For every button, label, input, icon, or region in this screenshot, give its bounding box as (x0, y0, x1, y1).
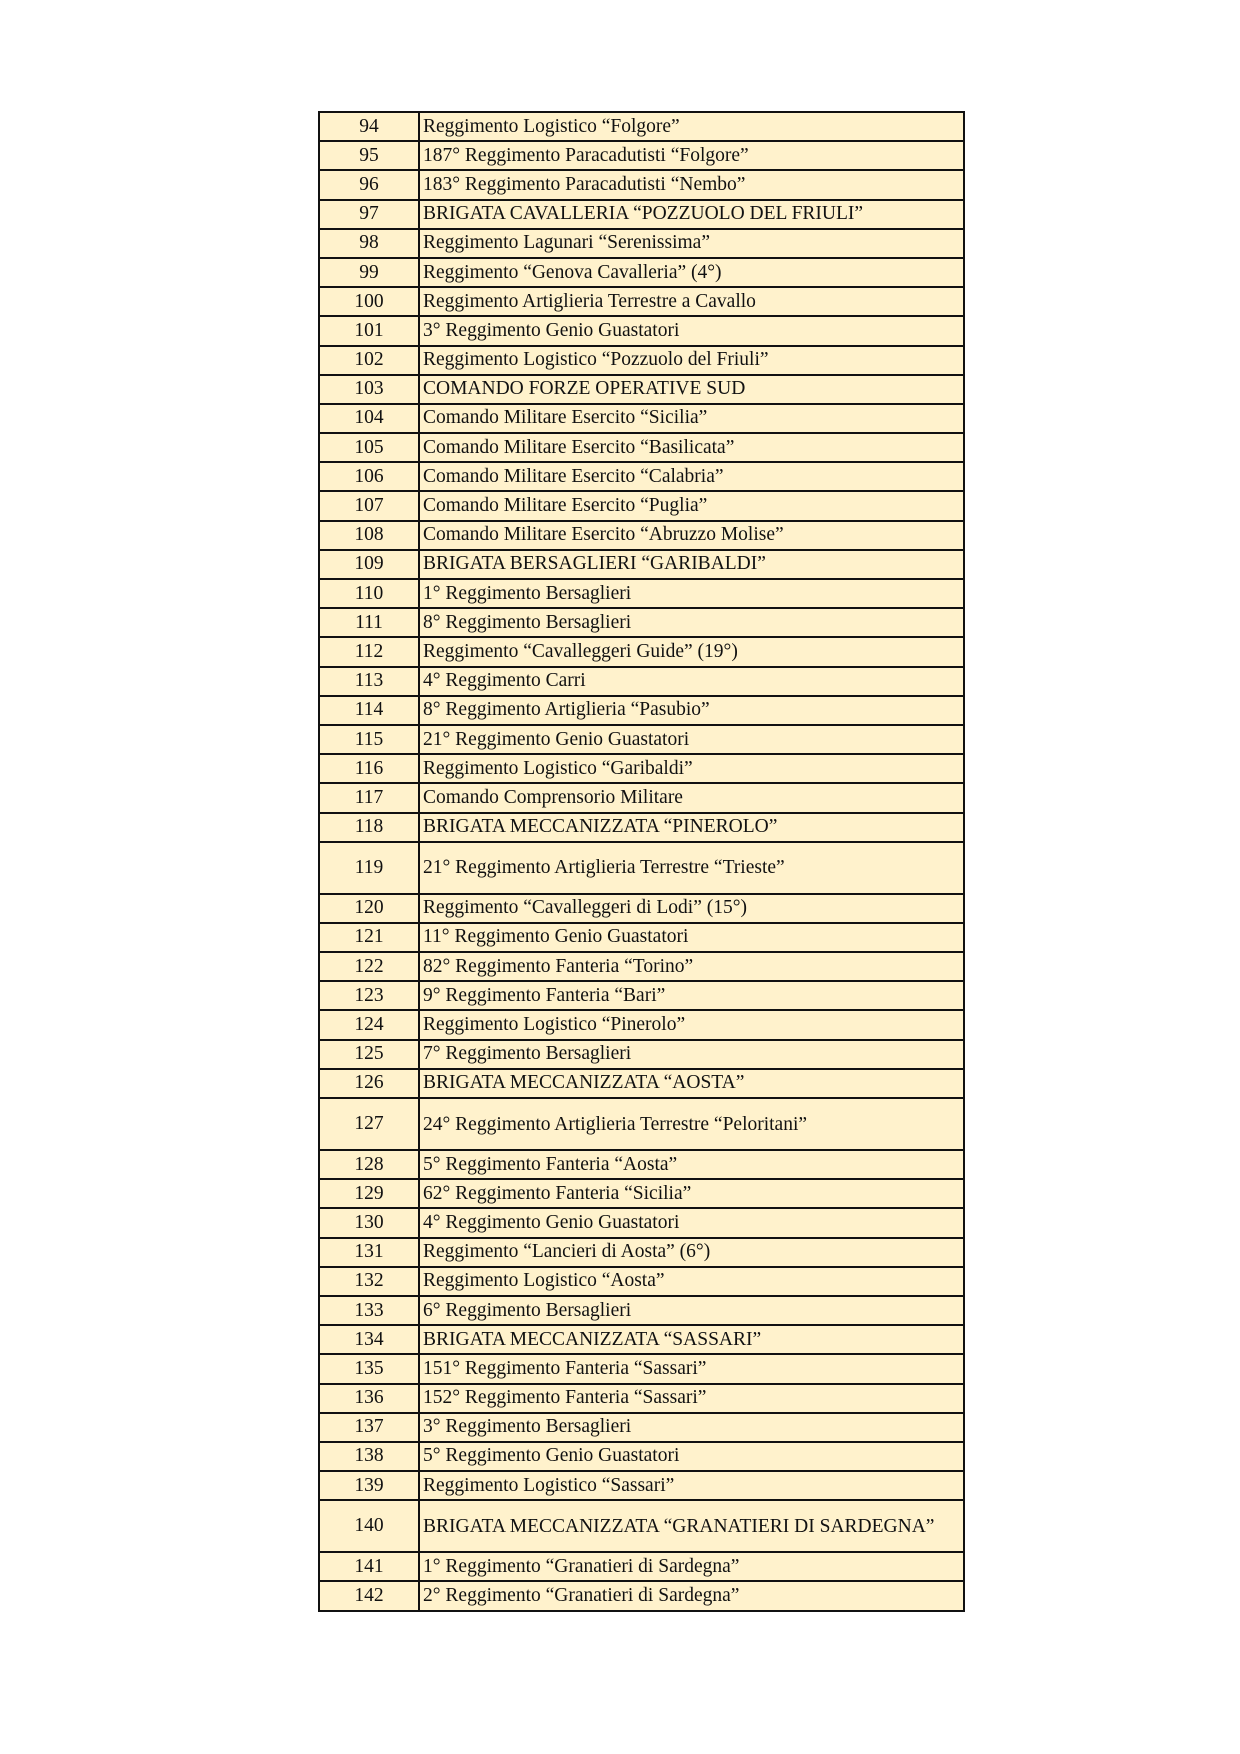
table-row (319, 842, 964, 894)
row-number-cell: 125 (319, 1040, 419, 1069)
table-row (319, 1471, 964, 1500)
row-number-cell: 137 (319, 1413, 419, 1442)
table-row (319, 1150, 964, 1179)
row-number-cell: 108 (319, 521, 419, 550)
unit-name-cell: Reggimento “Cavalleggeri di Lodi” (15°) (419, 894, 964, 923)
table-row (319, 754, 964, 783)
table-row (319, 667, 964, 696)
table-row (319, 1413, 964, 1442)
row-number-cell: 105 (319, 433, 419, 462)
table-row (319, 1581, 964, 1610)
row-number-cell: 96 (319, 170, 419, 199)
unit-name-cell: 4° Reggimento Genio Guastatori (419, 1208, 964, 1237)
unit-name-cell: Reggimento “Genova Cavalleria” (4°) (419, 258, 964, 287)
unit-name-cell: Reggimento Logistico “Pinerolo” (419, 1010, 964, 1039)
unit-name-cell: Comando Militare Esercito “Sicilia” (419, 404, 964, 433)
units-table-body (319, 112, 964, 1611)
row-number-cell: 101 (319, 316, 419, 345)
row-number-cell: 136 (319, 1384, 419, 1413)
unit-name-cell: 3° Reggimento Genio Guastatori (419, 316, 964, 345)
row-number-cell: 142 (319, 1581, 419, 1610)
unit-name-cell: COMANDO FORZE OPERATIVE SUD (419, 375, 964, 404)
row-number-cell: 100 (319, 287, 419, 316)
row-number-cell: 132 (319, 1267, 419, 1296)
row-number-cell: 127 (319, 1098, 419, 1150)
table-row (319, 141, 964, 170)
row-number-cell: 121 (319, 923, 419, 952)
unit-name-cell: Reggimento “Lancieri di Aosta” (6°) (419, 1238, 964, 1267)
unit-name-cell: BRIGATA MECCANIZZATA “GRANATIERI DI SARDEGNA” (419, 1500, 964, 1552)
unit-name-cell: 2° Reggimento “Granatieri di Sardegna” (419, 1581, 964, 1610)
table-row (319, 1069, 964, 1098)
table-row (319, 1325, 964, 1354)
table-row (319, 725, 964, 754)
row-number-cell: 118 (319, 813, 419, 842)
table-row (319, 1179, 964, 1208)
unit-name-cell: 151° Reggimento Fanteria “Sassari” (419, 1354, 964, 1383)
row-number-cell: 104 (319, 404, 419, 433)
table-row (319, 375, 964, 404)
row-number-cell: 131 (319, 1238, 419, 1267)
unit-name-cell: BRIGATA BERSAGLIERI “GARIBALDI” (419, 550, 964, 579)
row-number-cell: 113 (319, 667, 419, 696)
table-row (319, 952, 964, 981)
unit-name-cell: Reggimento Logistico “Pozzuolo del Friuli” (419, 346, 964, 375)
table-row (319, 491, 964, 520)
unit-name-cell: 152° Reggimento Fanteria “Sassari” (419, 1384, 964, 1413)
table-row (319, 287, 964, 316)
row-number-cell: 138 (319, 1442, 419, 1471)
unit-name-cell: 187° Reggimento Paracadutisti “Folgore” (419, 141, 964, 170)
unit-name-cell: Reggimento Logistico “Aosta” (419, 1267, 964, 1296)
unit-name-cell: Comando Militare Esercito “Basilicata” (419, 433, 964, 462)
row-number-cell: 110 (319, 579, 419, 608)
unit-name-cell: 1° Reggimento “Granatieri di Sardegna” (419, 1552, 964, 1581)
row-number-cell: 134 (319, 1325, 419, 1354)
unit-name-cell: 5° Reggimento Genio Guastatori (419, 1442, 964, 1471)
unit-name-cell: Comando Militare Esercito “Calabria” (419, 462, 964, 491)
unit-name-cell: 8° Reggimento Bersaglieri (419, 608, 964, 637)
unit-name-cell: 5° Reggimento Fanteria “Aosta” (419, 1150, 964, 1179)
table-row (319, 404, 964, 433)
row-number-cell: 103 (319, 375, 419, 404)
unit-name-cell: Reggimento Logistico “Sassari” (419, 1471, 964, 1500)
table-row (319, 316, 964, 345)
units-table (318, 111, 965, 1612)
row-number-cell: 117 (319, 783, 419, 812)
unit-name-cell: 3° Reggimento Bersaglieri (419, 1413, 964, 1442)
table-row (319, 783, 964, 812)
table-row (319, 521, 964, 550)
row-number-cell: 114 (319, 696, 419, 725)
unit-name-cell: 183° Reggimento Paracadutisti “Nembo” (419, 170, 964, 199)
table-row (319, 608, 964, 637)
row-number-cell: 135 (319, 1354, 419, 1383)
table-row (319, 170, 964, 199)
row-number-cell: 140 (319, 1500, 419, 1552)
table-row (319, 1208, 964, 1237)
table-row (319, 579, 964, 608)
unit-name-cell: 24° Reggimento Artiglieria Terrestre “Peloritani” (419, 1098, 964, 1150)
row-number-cell: 106 (319, 462, 419, 491)
table-row (319, 1384, 964, 1413)
unit-name-cell: Comando Militare Esercito “Abruzzo Molise” (419, 521, 964, 550)
table-row (319, 1267, 964, 1296)
row-number-cell: 122 (319, 952, 419, 981)
row-number-cell: 95 (319, 141, 419, 170)
unit-name-cell: 82° Reggimento Fanteria “Torino” (419, 952, 964, 981)
unit-name-cell: 21° Reggimento Genio Guastatori (419, 725, 964, 754)
unit-name-cell: Reggimento Lagunari “Serenissima” (419, 229, 964, 258)
row-number-cell: 116 (319, 754, 419, 783)
table-row (319, 258, 964, 287)
unit-name-cell: 7° Reggimento Bersaglieri (419, 1040, 964, 1069)
table-row (319, 1010, 964, 1039)
table-row (319, 229, 964, 258)
row-number-cell: 107 (319, 491, 419, 520)
unit-name-cell: Comando Militare Esercito “Puglia” (419, 491, 964, 520)
table-row (319, 1238, 964, 1267)
table-row (319, 1354, 964, 1383)
row-number-cell: 98 (319, 229, 419, 258)
table-row (319, 1098, 964, 1150)
unit-name-cell: 62° Reggimento Fanteria “Sicilia” (419, 1179, 964, 1208)
unit-name-cell: 4° Reggimento Carri (419, 667, 964, 696)
unit-name-cell: Comando Comprensorio Militare (419, 783, 964, 812)
table-row (319, 1500, 964, 1552)
row-number-cell: 109 (319, 550, 419, 579)
unit-name-cell: Reggimento Logistico “Folgore” (419, 112, 964, 141)
unit-name-cell: 9° Reggimento Fanteria “Bari” (419, 981, 964, 1010)
table-row (319, 894, 964, 923)
unit-name-cell: 8° Reggimento Artiglieria “Pasubio” (419, 696, 964, 725)
row-number-cell: 99 (319, 258, 419, 287)
row-number-cell: 139 (319, 1471, 419, 1500)
row-number-cell: 120 (319, 894, 419, 923)
row-number-cell: 115 (319, 725, 419, 754)
unit-name-cell: 11° Reggimento Genio Guastatori (419, 923, 964, 952)
unit-name-cell: Reggimento Logistico “Garibaldi” (419, 754, 964, 783)
row-number-cell: 111 (319, 608, 419, 637)
table-row (319, 637, 964, 666)
row-number-cell: 97 (319, 200, 419, 229)
table-row (319, 813, 964, 842)
table-row (319, 346, 964, 375)
row-number-cell: 133 (319, 1296, 419, 1325)
table-row (319, 200, 964, 229)
row-number-cell: 94 (319, 112, 419, 141)
table-row (319, 1442, 964, 1471)
table-row (319, 923, 964, 952)
row-number-cell: 128 (319, 1150, 419, 1179)
row-number-cell: 129 (319, 1179, 419, 1208)
table-row (319, 433, 964, 462)
unit-name-cell: 21° Reggimento Artiglieria Terrestre “Trieste” (419, 842, 964, 894)
table-row (319, 1552, 964, 1581)
unit-name-cell: 1° Reggimento Bersaglieri (419, 579, 964, 608)
unit-name-cell: BRIGATA MECCANIZZATA “AOSTA” (419, 1069, 964, 1098)
row-number-cell: 112 (319, 637, 419, 666)
unit-name-cell: 6° Reggimento Bersaglieri (419, 1296, 964, 1325)
unit-name-cell: Reggimento “Cavalleggeri Guide” (19°) (419, 637, 964, 666)
row-number-cell: 124 (319, 1010, 419, 1039)
row-number-cell: 102 (319, 346, 419, 375)
row-number-cell: 126 (319, 1069, 419, 1098)
unit-name-cell: BRIGATA MECCANIZZATA “PINEROLO” (419, 813, 964, 842)
table-row (319, 696, 964, 725)
row-number-cell: 141 (319, 1552, 419, 1581)
row-number-cell: 119 (319, 842, 419, 894)
unit-name-cell: Reggimento Artiglieria Terrestre a Cavallo (419, 287, 964, 316)
table-row (319, 550, 964, 579)
unit-name-cell: BRIGATA MECCANIZZATA “SASSARI” (419, 1325, 964, 1354)
table-row (319, 981, 964, 1010)
table-row (319, 1296, 964, 1325)
row-number-cell: 130 (319, 1208, 419, 1237)
table-row (319, 112, 964, 141)
table-row (319, 462, 964, 491)
row-number-cell: 123 (319, 981, 419, 1010)
unit-name-cell: BRIGATA CAVALLERIA “POZZUOLO DEL FRIULI” (419, 200, 964, 229)
table-row (319, 1040, 964, 1069)
